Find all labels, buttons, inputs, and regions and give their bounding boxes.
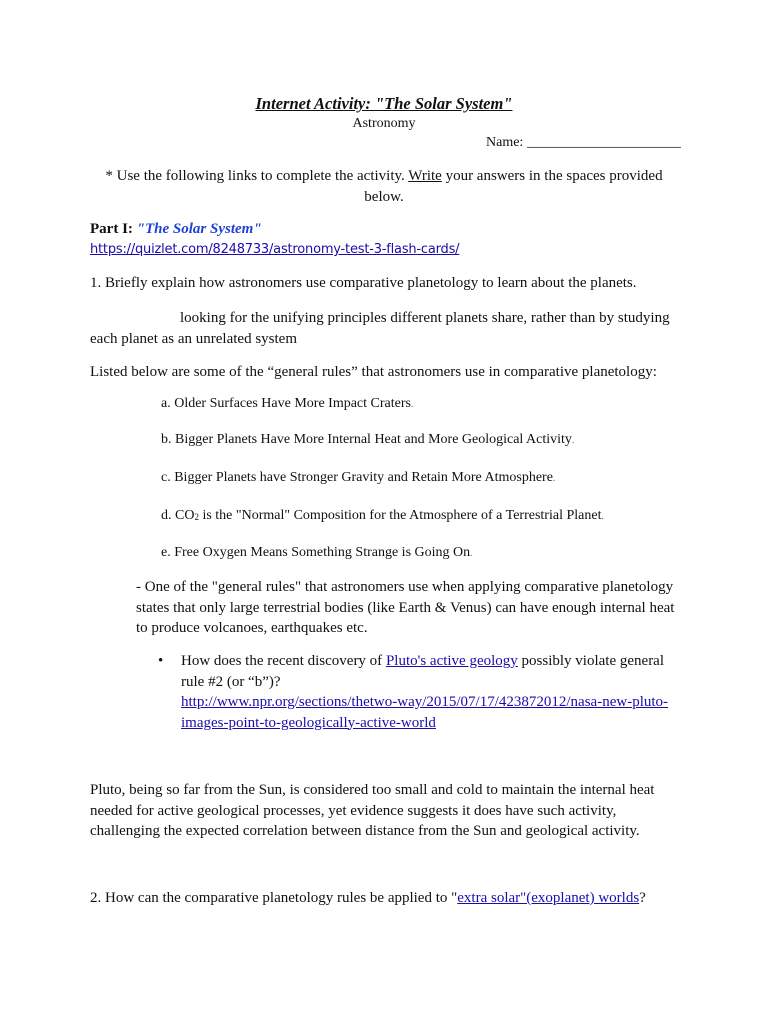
- rule-subscript: 2: [194, 512, 199, 522]
- bullet-icon: •: [158, 653, 164, 669]
- subject-label: Astronomy: [352, 116, 416, 131]
- rule-prefix: d.: [161, 508, 172, 523]
- rule-text: Bigger Planets have Stronger Gravity and Retain More Atmosphere: [174, 470, 553, 485]
- rule-text: Free Oxygen Means Something Strange is Going On: [174, 545, 471, 560]
- answer-line-1: looking for the unifying principles different planets share, rather than by studying: [180, 310, 670, 326]
- answer-line-2: each planet as an unrelated system: [90, 330, 297, 347]
- instructions-emphasis: Write: [408, 168, 442, 184]
- instructions-lead: * Use the following links to complete the activity.: [105, 168, 405, 184]
- npr-link-line-2[interactable]: images-point-to-geologically-active-world: [181, 714, 436, 731]
- question-1: 1. Briefly explain how astronomers use comparative planetology to learn about the planets.: [90, 275, 637, 291]
- question-2-text: 2. How can the comparative planetology rules be applied to ": [90, 890, 458, 906]
- general-rule-paragraph: - One of the "general rules" that astronomers use when applying comparative planetology states that only large terrestrial bodies (like Earth & Venus) can have enough internal heat to produce volcanoes, earthquakes etc.: [136, 579, 675, 636]
- rule-prefix: c.: [161, 470, 171, 485]
- rule-text: Bigger Planets Have More Internal Heat and More Geological Activity: [175, 432, 572, 447]
- rule-b: [161, 432, 574, 448]
- name-field-label: Name: ______________________: [486, 135, 681, 150]
- pluto-answer: Pluto, being so far from the Sun, is considered too small and cold to maintain the internal heat needed for active geological processes, yet evidence suggests it does have such activity, challenging the expected correlation between distance from the Sun and geological activity.: [90, 782, 655, 839]
- exoplanet-link[interactable]: extra solar"(exoplanet) worlds: [457, 890, 640, 906]
- rules-intro: Listed below are some of the “general rules” that astronomers use in comparative planetology:: [90, 364, 657, 380]
- document-title: Internet Activity: "The Solar System": [255, 94, 513, 113]
- rule-prefix: a.: [161, 396, 171, 411]
- question-2: [90, 888, 680, 909]
- bullet-text-after: possibly violate general rule #2 (or “b”)?: [181, 653, 665, 690]
- rule-period: .: [601, 511, 604, 521]
- rule-c: [161, 470, 555, 486]
- question-1-answer: [90, 308, 680, 349]
- rule-period: .: [571, 435, 575, 445]
- rule-a: [161, 396, 413, 412]
- quizlet-link[interactable]: https://quizlet.com/8248733/astronomy-test-3-flash-cards/: [90, 242, 460, 257]
- rule-e: [161, 545, 472, 561]
- rule-period: .: [552, 473, 556, 483]
- rule-prefix: e.: [161, 545, 171, 560]
- instructions: [90, 166, 678, 208]
- question-2-end: ?: [639, 890, 646, 906]
- rule-period: .: [470, 548, 473, 558]
- instructions-rest: your answers in the spaces provided below.: [364, 168, 663, 205]
- part-label: Part I:: [90, 221, 133, 237]
- part-title: "The Solar System": [136, 221, 262, 237]
- rule-text-before: CO: [175, 508, 195, 523]
- rule-d: [161, 508, 604, 524]
- npr-link-line-1[interactable]: http://www.npr.org/sections/thetwo-way/2015/07/17/423872012/nasa-new-pluto-: [181, 694, 669, 710]
- rule-text: Older Surfaces Have More Impact Craters: [174, 396, 411, 411]
- rule-prefix: b.: [161, 432, 172, 447]
- pluto-geology-link[interactable]: Pluto's active geology: [385, 653, 518, 669]
- bullet-text-before: How does the recent discovery of: [181, 653, 383, 669]
- bullet-question: [181, 651, 681, 733]
- rule-period: .: [410, 399, 414, 409]
- part-heading: [90, 221, 262, 238]
- rule-text-after: is the "Normal" Composition for the Atmosphere of a Terrestrial Planet: [198, 508, 602, 523]
